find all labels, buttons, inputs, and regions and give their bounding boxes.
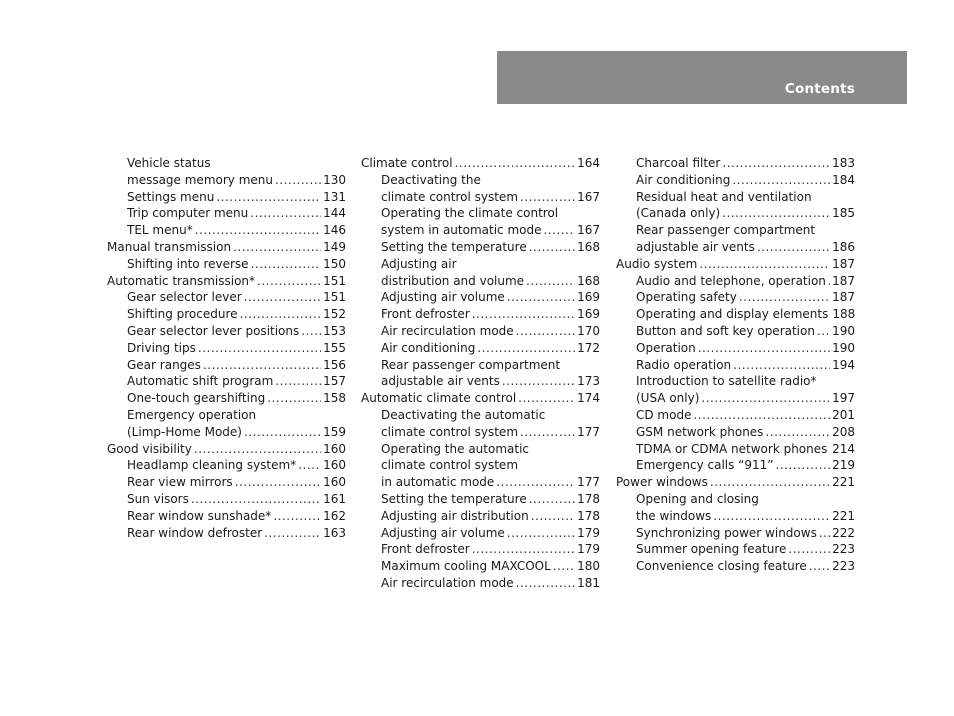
toc-page-number: 197: [832, 391, 855, 406]
toc-page-number: 221: [832, 475, 855, 490]
toc-entry-title: (Limp-Home Mode): [127, 424, 242, 439]
toc-entry[interactable]: [616, 205, 855, 222]
toc-dot-leader: [195, 222, 321, 239]
toc-entry-title: Adjusting air volume: [381, 525, 505, 540]
toc-dot-leader: [788, 541, 830, 558]
toc-entry-title: Front defroster: [381, 307, 470, 322]
toc-dot-leader: [829, 441, 830, 458]
toc-entry-title: Button and soft key operation: [636, 323, 815, 338]
toc-entry[interactable]: [107, 390, 346, 407]
toc-entry-title: Gear selector lever: [127, 290, 242, 305]
toc-entry-title: Operating the climate control: [381, 206, 559, 221]
toc-entry-title: Front defroster: [381, 542, 470, 557]
toc-entry-title: the windows: [636, 508, 712, 523]
toc-entry-title: Rear passenger compartment: [381, 357, 561, 372]
toc-entry[interactable]: [361, 189, 600, 206]
toc-page-number: 167: [577, 223, 600, 238]
toc-dot-leader: [472, 541, 575, 558]
toc-entry[interactable]: [107, 357, 346, 374]
toc-entry-title: climate control system: [381, 458, 519, 473]
toc-entry[interactable]: [107, 172, 346, 189]
toc-page-number: 151: [323, 290, 346, 305]
toc-dot-leader: [529, 491, 575, 508]
toc-entry: [361, 407, 600, 424]
toc-entry-title: in automatic mode: [381, 475, 495, 490]
toc-entry-title: Operating safety: [636, 290, 737, 305]
toc-entry-title: Synchronizing power windows: [636, 525, 817, 540]
toc-entry[interactable]: [361, 239, 600, 256]
toc-page-number: 208: [832, 424, 855, 439]
toc-page-number: 160: [323, 475, 346, 490]
toc-page-number: 179: [577, 542, 600, 557]
toc-entry[interactable]: [361, 508, 600, 525]
toc-entry: [361, 441, 600, 458]
toc-entry-title: Operating the automatic: [381, 441, 530, 456]
toc-entry[interactable]: [616, 340, 855, 357]
toc-entry-title: (Canada only): [636, 206, 721, 221]
toc-entry[interactable]: [107, 306, 346, 323]
toc-entry-title: Air recirculation mode: [381, 575, 514, 590]
toc-entry-title: Automatic transmission*: [107, 273, 256, 288]
toc-dot-leader: [518, 390, 575, 407]
toc-entry[interactable]: [361, 491, 600, 508]
toc-entry[interactable]: [107, 273, 346, 290]
toc-dot-leader: [809, 558, 830, 575]
toc-dot-leader: [198, 340, 321, 357]
toc-entry[interactable]: [107, 491, 346, 508]
toc-dot-leader: [507, 525, 575, 542]
toc-dot-leader: [817, 323, 830, 340]
toc-entry-title: Setting the temperature: [381, 491, 527, 506]
toc-page-number: 174: [577, 391, 600, 406]
toc-entry: [107, 155, 346, 172]
toc-page-number: 219: [832, 458, 855, 473]
toc-page-number: 156: [323, 357, 346, 372]
toc-entry[interactable]: [361, 306, 600, 323]
toc-entry-title: CD mode: [636, 407, 692, 422]
toc-dot-leader: [698, 340, 830, 357]
toc-page-number: 178: [577, 508, 600, 523]
toc-entry-title: Vehicle status: [127, 156, 211, 170]
toc-entry[interactable]: [107, 508, 346, 525]
toc-entry-title: adjustable air vents: [636, 239, 755, 254]
toc-page-number: 169: [577, 307, 600, 322]
toc-page-number: 153: [323, 323, 346, 338]
toc-entry[interactable]: [361, 575, 600, 592]
toc-entry[interactable]: [361, 340, 600, 357]
toc-page-number: 221: [832, 508, 855, 523]
toc-entry-title: Automatic climate control: [361, 391, 517, 406]
toc-dot-leader: [693, 407, 830, 424]
toc-dot-leader: [531, 508, 575, 525]
toc-entry-title: Audio and telephone, operation: [636, 273, 826, 288]
toc-entry-title: message memory menu: [127, 172, 273, 187]
toc-entry: [107, 407, 346, 424]
toc-page-number: 222: [832, 525, 855, 540]
toc-entry[interactable]: [616, 306, 855, 323]
toc-entry[interactable]: [616, 424, 855, 441]
toc-page-number: 181: [577, 575, 600, 590]
toc-entry-title: Rear window sunshade*: [127, 508, 272, 523]
toc-entry[interactable]: [361, 558, 600, 575]
toc-page-number: 170: [577, 323, 600, 338]
toc-dot-leader: [733, 357, 830, 374]
toc-page-number: 177: [577, 424, 600, 439]
toc-entry[interactable]: [107, 189, 346, 206]
toc-page-number: 178: [577, 491, 600, 506]
toc-page-number: 168: [577, 273, 600, 288]
toc-entry-title: One-touch gearshifting: [127, 391, 266, 406]
toc-entry[interactable]: [107, 340, 346, 357]
toc-entry-title: Adjusting air: [381, 256, 457, 271]
toc-entry[interactable]: [616, 256, 855, 273]
toc-dot-leader: [732, 172, 830, 189]
toc-entry[interactable]: [361, 525, 600, 542]
toc-dot-leader: [699, 256, 830, 273]
toc-entry-title: Adjusting air distribution: [381, 508, 529, 523]
toc-column-3: [616, 155, 855, 575]
toc-entry: [361, 172, 600, 189]
toc-dot-leader: [194, 441, 321, 458]
toc-entry[interactable]: [107, 256, 346, 273]
toc-dot-leader: [722, 205, 830, 222]
toc-dot-leader: [529, 239, 575, 256]
toc-dot-leader: [257, 273, 321, 290]
toc-entry-title: climate control system: [381, 189, 519, 204]
toc-entry-title: Deactivating the: [381, 172, 481, 187]
toc-entry-title: Gear selector lever positions: [127, 323, 300, 338]
toc-entry[interactable]: [107, 457, 346, 474]
toc-page-number: 223: [832, 542, 855, 557]
toc-dot-leader: [191, 491, 321, 508]
toc-page-number: 190: [832, 340, 855, 355]
toc-entry-title: climate control system: [381, 424, 519, 439]
toc-dot-leader: [251, 256, 322, 273]
toc-entry[interactable]: [107, 525, 346, 542]
toc-page-number: 160: [323, 441, 346, 456]
toc-dot-leader: [244, 289, 321, 306]
contents-header-bar: [497, 51, 907, 104]
toc-page-number: 163: [323, 525, 346, 540]
toc-page-number: 194: [832, 357, 855, 372]
toc-page-number: 190: [832, 323, 855, 338]
toc-entry[interactable]: [107, 424, 346, 441]
toc-dot-leader: [526, 273, 575, 290]
toc-entry-title: Rear window defroster: [127, 525, 263, 540]
toc-page-number: 167: [577, 189, 600, 204]
toc-entry[interactable]: [616, 273, 855, 290]
toc-entry-title: Operating and display elements: [636, 307, 829, 322]
toc-entry-title: adjustable air vents: [381, 374, 500, 389]
toc-entry-title: Emergency calls “911”: [636, 458, 774, 473]
toc-entry-title: Good visibility: [107, 441, 192, 456]
toc-dot-leader: [776, 457, 831, 474]
toc-entry-title: Headlamp cleaning system*: [127, 458, 297, 473]
toc-entry[interactable]: [361, 390, 600, 407]
toc-page-number: 161: [323, 491, 346, 506]
toc-dot-leader: [244, 424, 321, 441]
toc-page-number: 179: [577, 525, 600, 540]
toc-entry-title: Trip computer menu: [127, 206, 249, 221]
toc-entry[interactable]: [616, 289, 855, 306]
toc-entry[interactable]: [616, 558, 855, 575]
toc-entry[interactable]: [107, 205, 346, 222]
toc-dot-leader: [233, 239, 321, 256]
toc-entry-title: Adjusting air volume: [381, 290, 505, 305]
toc-entry: [361, 256, 600, 273]
toc-entry-title: Rear view mirrors: [127, 475, 233, 490]
toc-page-number: 183: [832, 156, 855, 170]
toc-page-number: 172: [577, 340, 600, 355]
toc-dot-leader: [828, 273, 830, 290]
toc-dot-leader: [553, 558, 575, 575]
toc-column-2: [361, 155, 600, 592]
toc-entry-title: Audio system: [616, 256, 698, 271]
toc-entry[interactable]: [361, 273, 600, 290]
toc-page-number: 152: [323, 307, 346, 322]
toc-page-number: 214: [832, 441, 855, 456]
toc-page-number: 151: [323, 273, 346, 288]
toc-dot-leader: [273, 508, 321, 525]
toc-page-number: 155: [323, 340, 346, 355]
page-title: Contents: [784, 81, 855, 97]
toc-entry-title: Air recirculation mode: [381, 323, 514, 338]
toc-entry-title: Radio operation: [636, 357, 732, 372]
toc-page-number: 184: [832, 172, 855, 187]
toc-dot-leader: [520, 189, 575, 206]
toc-dot-leader: [264, 525, 321, 542]
toc-entry[interactable]: [616, 172, 855, 189]
toc-page-number: 177: [577, 475, 600, 490]
toc-entry[interactable]: [107, 373, 346, 390]
toc-dot-leader: [477, 340, 575, 357]
toc-entry[interactable]: [361, 155, 600, 172]
toc-dot-leader: [203, 357, 321, 374]
toc-dot-leader: [275, 373, 321, 390]
toc-entry[interactable]: [107, 441, 346, 458]
toc-entry-title: Gear ranges: [127, 357, 201, 372]
toc-entry-title: Rear passenger compartment: [636, 223, 816, 238]
toc-entry-title: Air conditioning: [381, 340, 476, 355]
toc-entry[interactable]: [616, 407, 855, 424]
toc-page-number: 169: [577, 290, 600, 305]
toc-dot-leader: [250, 205, 321, 222]
toc-dot-leader: [301, 323, 321, 340]
toc-entry: [616, 189, 855, 206]
toc-entry[interactable]: [107, 222, 346, 239]
toc-page-number: 187: [832, 273, 855, 288]
toc-dot-leader: [757, 239, 830, 256]
toc-page-number: 130: [323, 172, 346, 187]
toc-entry-title: Automatic shift program: [127, 374, 274, 389]
toc-dot-leader: [502, 373, 575, 390]
toc-page-number: 131: [323, 189, 346, 204]
toc-entry[interactable]: [616, 525, 855, 542]
toc-entry[interactable]: [616, 457, 855, 474]
toc-page-number: 180: [577, 559, 600, 574]
toc-dot-leader: [235, 474, 321, 491]
toc-dot-leader: [710, 474, 830, 491]
toc-dot-leader: [713, 508, 830, 525]
toc-entry[interactable]: [616, 357, 855, 374]
toc-entry[interactable]: [361, 541, 600, 558]
toc-dot-leader: [496, 474, 575, 491]
toc-entry-title: Setting the temperature: [381, 239, 527, 254]
toc-entry[interactable]: [616, 441, 855, 458]
toc-entry-title: Convenience closing feature: [636, 559, 807, 574]
toc-dot-leader: [739, 289, 830, 306]
toc-entry[interactable]: [616, 474, 855, 491]
toc-dot-leader: [722, 155, 830, 172]
toc-entry-title: Residual heat and ventilation: [636, 189, 812, 204]
toc-entry-title: TEL menu*: [127, 223, 193, 238]
toc-entry[interactable]: [361, 222, 600, 239]
toc-entry-title: Sun visors: [127, 491, 189, 506]
toc-page-number: 158: [323, 391, 346, 406]
toc-page-number: 146: [323, 223, 346, 238]
toc-entry-title: Driving tips: [127, 340, 196, 355]
toc-entry-title: Opening and closing: [636, 491, 759, 506]
toc-page-number: 186: [832, 239, 855, 254]
toc-entry[interactable]: [361, 474, 600, 491]
toc-entry-title: system in automatic mode: [381, 223, 542, 238]
toc-page-number: 185: [832, 206, 855, 221]
toc-entry[interactable]: [107, 323, 346, 340]
toc-page-number: 168: [577, 239, 600, 254]
toc-entry[interactable]: [616, 323, 855, 340]
toc-entry-title: Emergency operation: [127, 407, 257, 422]
toc-entry: [361, 205, 600, 222]
toc-page-number: 164: [577, 156, 600, 170]
toc-page-number: 201: [832, 407, 855, 422]
toc-entry[interactable]: [616, 390, 855, 407]
toc-dot-leader: [516, 323, 575, 340]
toc-entry: [361, 457, 600, 474]
toc-entry-title: (USA only): [636, 391, 700, 406]
toc-entry-title: distribution and volume: [381, 273, 525, 288]
toc-page-number: 187: [832, 290, 855, 305]
toc-dot-leader: [216, 189, 321, 206]
toc-entry-title: Charcoal filter: [636, 156, 721, 170]
toc-entry[interactable]: [361, 373, 600, 390]
toc-entry-title: Air conditioning: [636, 172, 731, 187]
toc-dot-leader: [472, 306, 575, 323]
toc-entry[interactable]: [616, 239, 855, 256]
toc-page-number: 160: [323, 458, 346, 473]
toc-entry[interactable]: [616, 155, 855, 172]
toc-dot-leader: [267, 390, 321, 407]
toc-entry-title: Shifting into reverse: [127, 256, 249, 271]
toc-page-number: 162: [323, 508, 346, 523]
toc-dot-leader: [819, 525, 830, 542]
toc-entry: [361, 357, 600, 374]
toc-page-number: 150: [323, 256, 346, 271]
toc-entry-title: Settings menu: [127, 189, 215, 204]
toc-entry[interactable]: [616, 541, 855, 558]
toc-column-1: [107, 155, 346, 541]
toc-entry[interactable]: [107, 474, 346, 491]
toc-page-number: 223: [832, 559, 855, 574]
toc-entry-title: Power windows: [616, 475, 708, 490]
toc-entry-title: Summer opening feature: [636, 542, 787, 557]
toc-page-number: 187: [832, 256, 855, 271]
toc-dot-leader: [240, 306, 322, 323]
toc-entry-title: Deactivating the automatic: [381, 407, 546, 422]
toc-entry-title: Operation: [636, 340, 696, 355]
toc-dot-leader: [701, 390, 830, 407]
toc-entry-title: GSM network phones: [636, 424, 764, 439]
toc-entry: [616, 491, 855, 508]
toc-entry-title: Shifting procedure: [127, 307, 238, 322]
toc-dot-leader: [543, 222, 575, 239]
toc-dot-leader: [298, 457, 321, 474]
toc-entry[interactable]: [107, 239, 346, 256]
toc-page-number: 149: [323, 239, 346, 254]
toc-entry-title: Maximum cooling MAXCOOL: [381, 559, 551, 574]
toc-entry[interactable]: [616, 508, 855, 525]
toc-entry[interactable]: [361, 424, 600, 441]
toc-page-number: 157: [323, 374, 346, 389]
toc-entry-title: Manual transmission: [107, 239, 232, 254]
toc-entry[interactable]: [361, 323, 600, 340]
toc-entry[interactable]: [361, 289, 600, 306]
toc-entry-title: TDMA or CDMA network phones: [636, 441, 828, 456]
toc-dot-leader: [520, 424, 575, 441]
toc-dot-leader: [455, 155, 576, 172]
toc-entry: [616, 222, 855, 239]
toc-page-number: 159: [323, 424, 346, 439]
toc-page-number: 188: [832, 307, 856, 322]
toc-entry-title: Introduction to satellite radio*: [636, 374, 817, 389]
toc-dot-leader: [765, 424, 830, 441]
toc-dot-leader: [516, 575, 575, 592]
toc-entry[interactable]: [107, 289, 346, 306]
toc-dot-leader: [507, 289, 575, 306]
toc-dot-leader: [275, 172, 321, 189]
toc-entry-title: Climate control: [361, 156, 453, 170]
toc-page-number: 173: [577, 374, 600, 389]
toc-entry: [616, 373, 855, 390]
toc-page-number: 144: [323, 206, 346, 221]
